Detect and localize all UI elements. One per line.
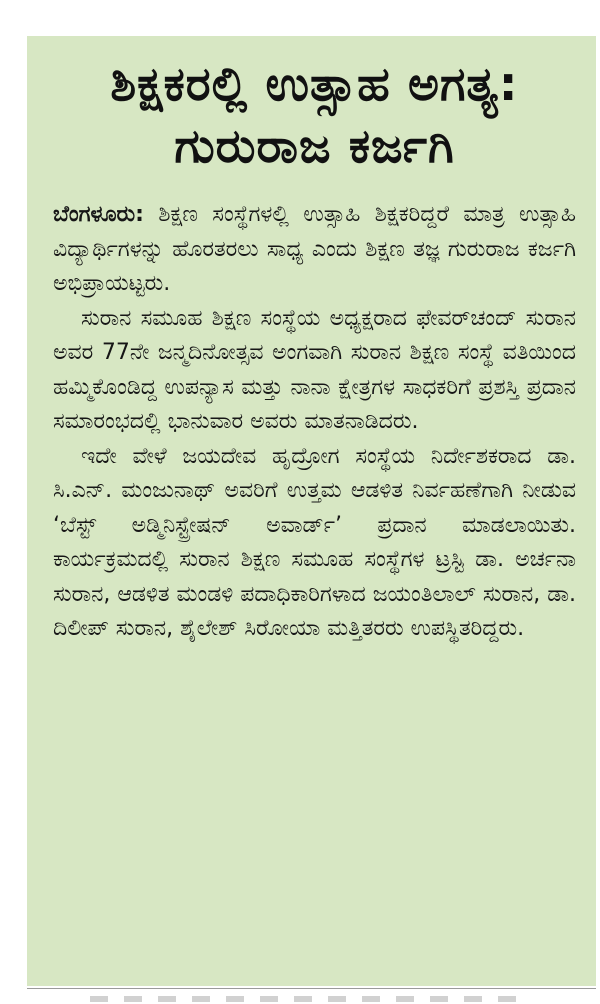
paragraph-1-text: ಶಿಕ್ಷಣ ಸಂಸ್ಥೆಗಳಲ್ಲಿ ಉತ್ಸಾಹಿ ಶಿಕ್ಷಕರಿದ್ದರೆ ಮಾತ್ರ ಉತ್ಸಾಹಿ ವಿದ್ಯಾರ್ಥಿಗಳನ್ನು ಹೊರತರಲು ಸಾಧ್ಯ ಎಂದು ಶಿಕ್ಷಣ ತಜ್ಞ ಗುರುರಾಜ ಕರ್ಜಗಿ ಅಭಿಪ್ರಾಯಟ್ಟರು. [53,202,576,296]
paragraph-1 [53,198,576,302]
headline-line-1: ಶಿಕ್ಷಕರಲ್ಲಿ ಉತ್ಸಾಹ ಅಗತ್ಯ: [110,57,519,112]
paragraph-2: ಸುರಾನ ಸಮೂಹ ಶಿಕ್ಷಣ ಸಂಸ್ಥೆಯ ಅಧ್ಯಕ್ಷರಾದ ಫೇವರ್‌ಚಂದ್ ಸುರಾನ ಅವರ 77ನೇ ಜನ್ಮದಿನೋತ್ಸವ ಅಂಗವಾಗಿ ಸುರಾನ ಶಿಕ್ಷಣ ಸಂಸ್ಥೆ ವತಿಯಿಂದ ಹಮ್ಮಿಕೊಂಡಿದ್ದ ಉಪನ್ಯಾಸ ಮತ್ತು ನಾನಾ ಕ್ಷೇತ್ರಗಳ ಸಾಧಕರಿಗೆ ಪ್ರಶಸ್ತಿ ಪ್ರದಾನ ಸಮಾರಂಭದಲ್ಲಿ ಭಾನುವಾರ ಅವರು ಮಾತನಾಡಿದರು. [53,305,576,434]
article-body [53,198,576,647]
column-divider [27,988,596,989]
paragraph-3: ಇದೇ ವೇಳೆ ಜಯದೇವ ಹೃದ್ರೋಗ ಸಂಸ್ಥೆಯ ನಿರ್ದೇಶಕರಾದ ಡಾ. ಸಿ.ಎನ್. ಮಂಜುನಾಥ್ ಅವರಿಗೆ ಉತ್ತಮ ಆಡಳಿತ ನಿರ್ವಹಣೆಗಾಗಿ ನೀಡುವ ‘ಬೆಸ್ಟ್ ಅಡ್ಮಿನಿಸ್ಟ್ರೇಷನ್ ಅವಾರ್ಡ್’ ಪ್ರದಾನ ಮಾಡಲಾಯಿತು. ಕಾರ್ಯಕ್ರಮದಲ್ಲಿ ಸುರಾನ ಶಿಕ್ಷಣ ಸಮೂಹ ಸಂಸ್ಥೆಗಳ ಟ್ರಸ್ಟಿ ಡಾ. ಅರ್ಚನಾ ಸುರಾನ, ಆಡಳಿತ ಮಂಡಳಿ ಪದಾಧಿಕಾರಿಗಳಾದ ಜಯಂತಿಲಾಲ್ ಸುರಾನ, ಡಾ. ದಿಲೀಪ್ ಸುರಾನ, ಶೈಲೇಶ್ ಸಿರೋಯಾ ಮತ್ತಿತರರು ಉಪಸ್ಥಿತರಿದ್ದರು. [53,443,576,641]
headline [53,54,576,178]
headline-line-2: ಗುರುರಾಜ ಕರ್ಜಗಿ [174,119,455,174]
next-article-bleed [90,996,530,1002]
dateline: ಬೆಂಗಳೂರು: [53,202,144,227]
article-clipping [27,36,596,986]
